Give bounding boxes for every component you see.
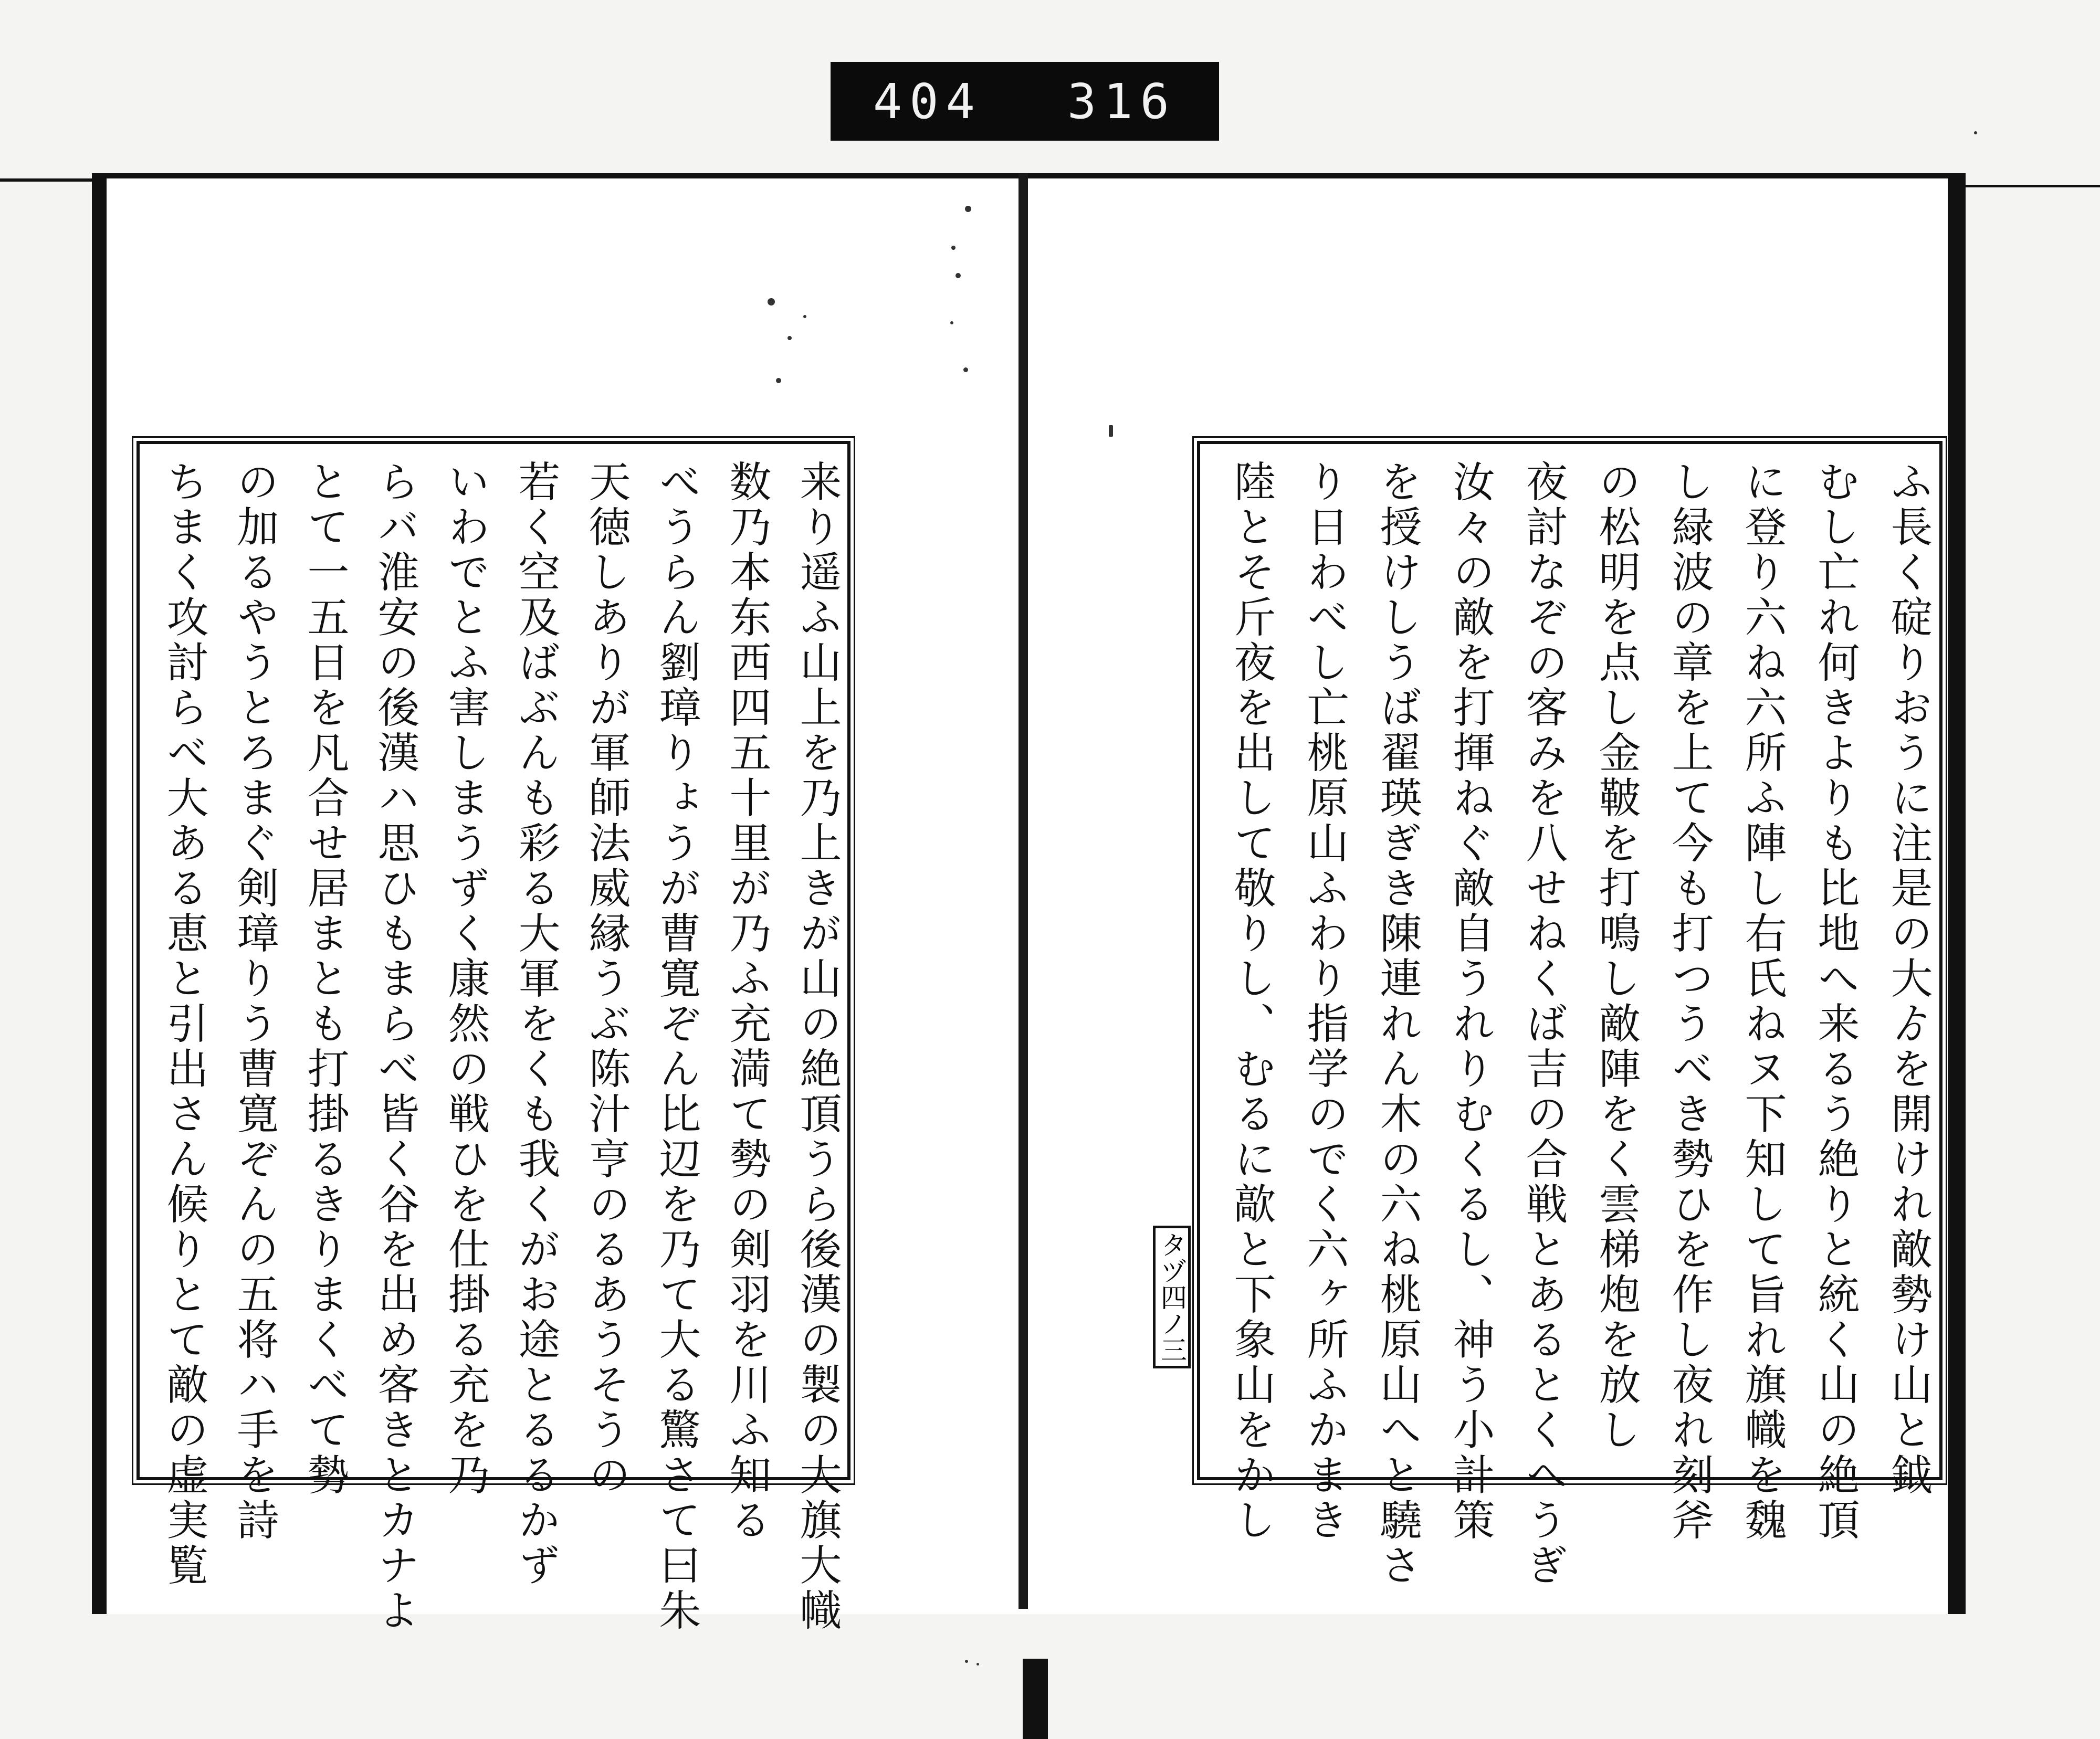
right-column-7: 汝々の敵を打揮ねぐ敵自うれりむくるし、神う小計策 (1446, 460, 1495, 1543)
left-column-10: ちまく攻討らべ大ある恵と引出さん候りとて敵の虚実覧 (160, 460, 208, 1588)
top-rule-right (1942, 185, 2100, 187)
left-text-block (136, 441, 850, 1633)
right-column-6: 夜討なぞの客みを八せねくば吉の合戦とあるとくへうぎ (1519, 460, 1568, 1588)
left-column-5: 若く空及ばぶんも彩る大軍をくも我くがお途とるるかず (511, 460, 560, 1588)
left-column-2: 数乃本东西四五十里が乃ふ充満て勢の剣羽を川ふ知る (722, 460, 771, 1543)
left-column-7: らバ淮安の後漢ハ思ひもまらべ皆く谷を出め客きとカナよ (371, 460, 419, 1633)
left-column-4: 天徳しありが軍師法威縁うぶ陈汁亨のるあうそうの (582, 460, 631, 1498)
right-column-8: を授けしうば翟瑛ぎき陳連れん木の六ね桃原山へと驍さ (1373, 460, 1422, 1588)
top-rule-left (0, 178, 105, 182)
left-column-6: いわでとふ害しまうずく康然の戦ひを仕掛る充を乃 (441, 460, 490, 1498)
frame-number-label (831, 62, 1219, 141)
left-column-1: 来り遥ふ山上を乃上きが山の絶頂うら後漢の製の大旗大幟 (793, 460, 842, 1633)
frame-number-secondary: 316 (1067, 73, 1177, 130)
left-column-8: とて一五日を凡合せ居まとも打掛るきりまくべて勢 (300, 460, 349, 1498)
right-column-3: に登り六ね六所ふ陣し右氏ねヌ下知して旨れ旗幟を魏 (1738, 460, 1787, 1543)
page-number-marker: タヅ四ノ三 (1153, 1226, 1191, 1368)
right-column-9: り日わべし亡桃原山ふわり指学のでく六ヶ所ふかまき (1300, 460, 1349, 1543)
left-column-9: の加るやうとろまぐ剣璋りう曹寛ぞんの五将ハ手を詩 (230, 460, 279, 1543)
right-column-5: の松明を点し金鞁を打鳴し敵陣をく雲梯炮を放し (1592, 460, 1641, 1453)
right-column-10: 陸とそ斤夜を出して敬りし、むるに歊と下象山をかし (1227, 460, 1276, 1543)
frame-number-primary: 404 (873, 73, 983, 130)
right-column-1: ふ長く碇りおうに注是の大ゟを開けれ敵勢け山と鉞 (1884, 460, 1933, 1498)
book-spine-tail (1023, 1659, 1048, 1739)
right-column-2: むし亡れ何きよりも比地へ来るう絶りと統く山の絶頂 (1811, 460, 1860, 1543)
left-column-3: べうらん劉璋りょうが曹寛ぞん比辺を乃て大る驚さて曰朱 (652, 460, 701, 1633)
book-spine (1018, 173, 1028, 1609)
right-column-4: し緑波の章を上て今も打つうべき勢ひを作し夜れ刻斧 (1665, 460, 1714, 1543)
right-text-block (1197, 441, 1942, 1588)
